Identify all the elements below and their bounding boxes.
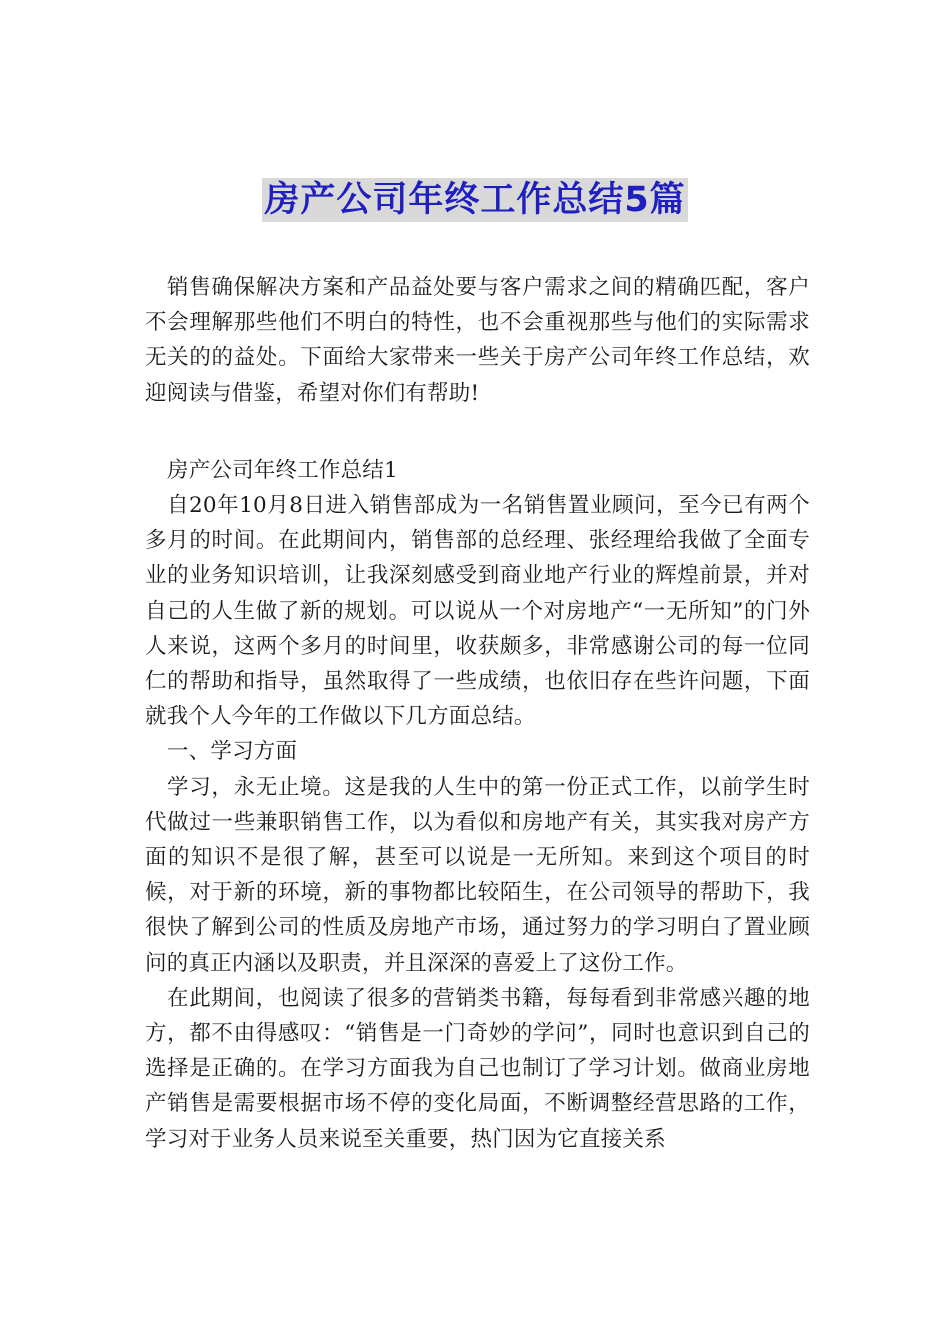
intro-paragraph: 销售确保解决方案和产品益处要与客户需求之间的精确匹配，客户不会理解那些他们不明白的特性，也不会重视那些与他们的实际需求无关的的益处。下面给大家带来一些关于房产公司年终工作总结，欢迎阅读与借鉴，希望对你们有帮助! bbox=[145, 275, 810, 406]
body-paragraph: 学习，永无止境。这是我的人生中的第一份正式工作，以前学生时代做过一些兼职销售工作，以为看似和房地产有关，其实我对房产方面的知识不是很了解，甚至可以说是一无所知。来到这个项目的时候，对于新的环境，新的事物都比较陌生，在公司领导的帮助下，我很快了解到公司的性质及房地产市场，通过努力的学习明白了置业顾问的真正内涵以及职责，并且深深的喜爱上了这份工作。 bbox=[145, 774, 810, 976]
document-body bbox=[145, 270, 810, 1157]
subsection-heading-study: 一、学习方面 bbox=[167, 739, 298, 765]
section-heading-1: 房产公司年终工作总结1 bbox=[167, 457, 398, 483]
body-paragraph: 在此期间，也阅读了很多的营销类书籍，每每看到非常感兴趣的地方，都不由得感叹：“销售是一门奇妙的学问”，同时也意识到自己的选择是正确的。在学习方面我为自己也制订了学习计划。做商业房地产销售是需要根据市场不停的变化局面，不断调整经营思路的工作，学习对于业务人员来说至关重要，热门因为它直接关系 bbox=[145, 985, 810, 1152]
title-wrap bbox=[0, 178, 950, 222]
body-paragraph: 自20年10月8日进入销售部成为一名销售置业顾问，至今已有两个多月的时间。在此期间内，销售部的总经理、张经理给我做了全面专业的业务知识培训，让我深刻感受到商业地产行业的辉煌前景，并对自己的人生做了新的规划。可以说从一个对房地产“一无所知”的门外人来说，这两个多月的时间里，收获颇多，非常感谢公司的每一位同仁的帮助和指导，虽然取得了一些成绩，也依旧存在些许问题，下面就我个人今年的工作做以下几方面总结。 bbox=[145, 493, 810, 730]
document-title: 房产公司年终工作总结5篇 bbox=[264, 180, 686, 220]
